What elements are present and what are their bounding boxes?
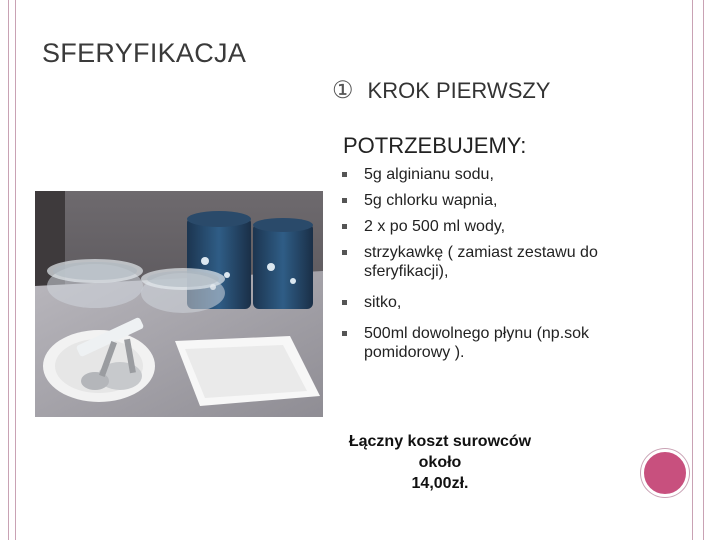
bullet-icon: [342, 300, 347, 305]
list-item-text: 5g alginianu sodu,: [364, 166, 494, 183]
ingredients-photo-illustration: [35, 191, 323, 417]
list-item-text: sitko,: [364, 294, 402, 311]
step-heading: [332, 76, 550, 105]
needs-heading: POTRZEBUJEMY:: [343, 133, 527, 158]
list-item-text: 500ml dowolnego płynu (np.sok pomidorowy ).: [364, 325, 590, 361]
cost-line-2: 14,00zł.: [411, 475, 469, 492]
step-number-icon: ①: [332, 77, 354, 104]
list-item: [340, 217, 640, 236]
list-item: [340, 191, 640, 210]
slide-title: SFERYFIKACJA: [42, 38, 247, 68]
bullet-icon: [342, 250, 347, 255]
bullet-icon: [342, 198, 347, 203]
right-decorative-border: [692, 0, 704, 540]
list-item-text: 2 x po 500 ml wody,: [364, 218, 506, 235]
ingredients-photo: [35, 191, 323, 417]
step-label: KROK PIERWSZY: [367, 77, 551, 103]
list-item: [340, 165, 640, 184]
cost-line-1: Łączny koszt surowców około: [348, 433, 532, 471]
list-item-text: strzykawkę ( zamiast zestawu do sferyfikacji),: [364, 244, 598, 280]
bullet-icon: [342, 172, 347, 177]
total-cost-note: [340, 431, 540, 494]
list-item: [340, 324, 640, 362]
ingredients-list: [340, 165, 640, 369]
list-item-text: 5g chlorku wapnia,: [364, 192, 498, 209]
bullet-icon: [342, 331, 347, 336]
list-item: [340, 293, 640, 312]
list-item: [340, 243, 640, 281]
decorative-circle: [641, 449, 689, 497]
bullet-icon: [342, 224, 347, 229]
left-decorative-border: [8, 0, 16, 540]
